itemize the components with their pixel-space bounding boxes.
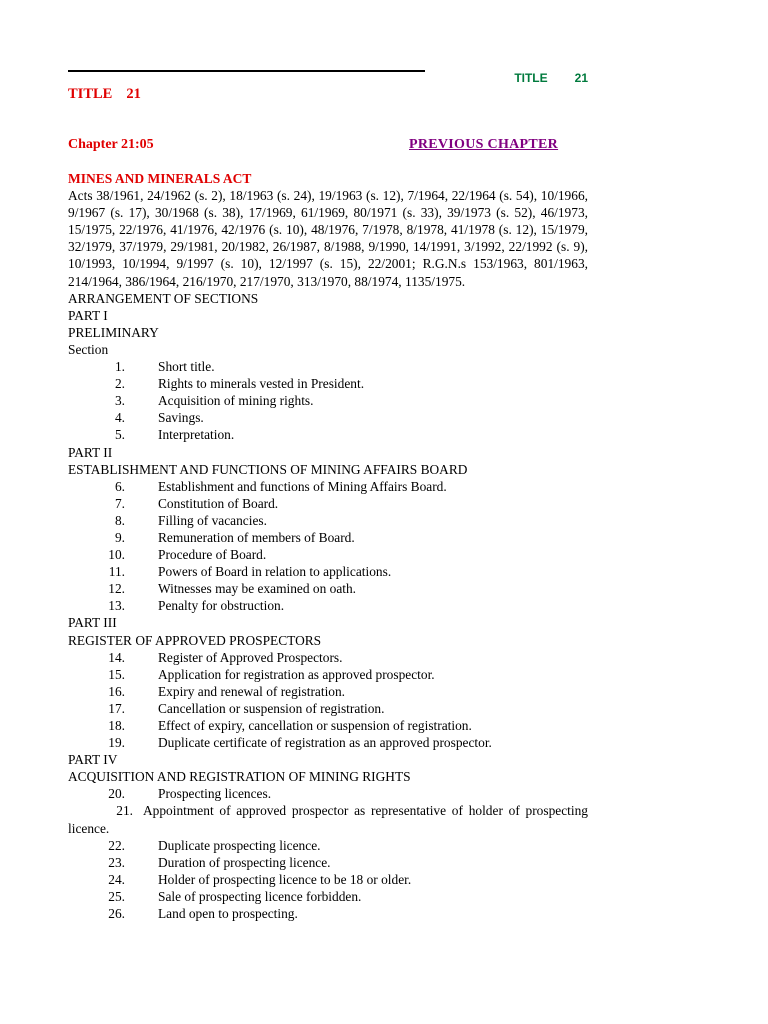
section-item [68, 854, 588, 871]
section-title: Interpretation. [158, 427, 235, 443]
section-title: Duplicate certificate of registration as an approved prospector. [158, 735, 492, 751]
section-item [68, 375, 588, 392]
section-title: Procedure of Board. [158, 547, 267, 563]
section-number: 5. [114, 427, 125, 443]
section-number: 17. [108, 700, 125, 716]
section-number: 3. [114, 393, 125, 409]
section-number: 26. [108, 906, 125, 922]
section-item [68, 871, 588, 888]
section-number: 21. [116, 803, 133, 819]
section-title: Holder of prospecting licence to be 18 or older. [158, 871, 412, 887]
section-number: 15. [108, 666, 125, 682]
part-label: PART IV [68, 752, 118, 768]
section-item [68, 409, 588, 426]
part-label: PART II [68, 444, 113, 460]
part-heading: ACQUISITION AND REGISTRATION OF MINING RIGHTS [68, 769, 411, 785]
parts-list [68, 307, 588, 922]
section-title: Register of Approved Prospectors. [158, 649, 343, 665]
section-title: Duration of prospecting licence. [158, 854, 331, 870]
section-title: Duplicate prospecting licence. [158, 837, 321, 853]
section-item [68, 666, 588, 683]
section-item [68, 563, 588, 580]
section-item [68, 495, 588, 512]
section-number: 19. [108, 735, 125, 751]
section-item [68, 700, 588, 717]
section-number: 6. [114, 478, 125, 494]
section-number: 9. [114, 529, 125, 545]
section-item [68, 785, 588, 802]
part-heading: REGISTER OF APPROVED PROSPECTORS [68, 632, 322, 648]
section-number: 24. [108, 871, 125, 887]
section-title: Rights to minerals vested in President. [158, 376, 365, 392]
section-number: 11. [108, 564, 125, 580]
act-name: MINES AND MINERALS ACT [68, 171, 252, 186]
section-item [68, 649, 588, 666]
section-number: 16. [108, 683, 125, 699]
section-title: Land open to prospecting. [158, 906, 298, 922]
section-item [68, 546, 588, 563]
section-title: Expiry and renewal of registration. [158, 683, 346, 699]
section-number: 13. [108, 598, 125, 614]
section-item [68, 580, 588, 597]
section-title: Filling of vacancies. [158, 512, 267, 528]
section-title: Remuneration of members of Board. [158, 529, 355, 545]
section-title: Establishment and functions of Mining Affairs Board. [158, 478, 447, 494]
title-label: TITLE [514, 71, 548, 85]
section-number: 1. [114, 359, 125, 375]
title-header-right [514, 71, 588, 85]
section-title: Cancellation or suspension of registration. [158, 700, 385, 716]
section-title: Appointment of approved prospector as representative of holder of prospecting licence. [68, 803, 588, 836]
part-heading: PRELIMINARY [68, 324, 159, 340]
section-title: Application for registration as approved prospector. [158, 666, 435, 682]
section-item [68, 478, 588, 495]
section-label: Section [68, 341, 109, 357]
section-number: 10. [108, 547, 125, 563]
section-number: 22. [108, 837, 125, 853]
section-title: Constitution of Board. [158, 495, 279, 511]
title-header-left [68, 86, 141, 103]
section-number: 7. [114, 495, 125, 511]
section-title: Powers of Board in relation to applications. [158, 564, 392, 580]
part-label: PART I [68, 307, 108, 323]
section-number: 25. [108, 888, 125, 904]
section-item [68, 358, 588, 375]
section-number: 14. [108, 649, 125, 665]
previous-chapter-link[interactable]: PREVIOUS CHAPTER [409, 137, 559, 152]
section-number: 20. [108, 786, 125, 802]
section-item [68, 529, 588, 546]
section-title: Prospecting licences. [158, 786, 272, 802]
section-item [68, 426, 588, 443]
section-title: Savings. [158, 410, 204, 426]
chapter-label: Chapter 21:05 [68, 137, 154, 152]
title-label: TITLE [68, 86, 113, 102]
header-rule [68, 70, 425, 72]
part-heading: ESTABLISHMENT AND FUNCTIONS OF MINING AFFAIRS BOARD [68, 461, 468, 477]
document-body [68, 170, 588, 922]
section-item [68, 392, 588, 409]
section-title: Sale of prospecting licence forbidden. [158, 888, 362, 904]
section-number: 4. [114, 410, 125, 426]
section-number: 12. [108, 581, 125, 597]
title-number: 21 [126, 86, 141, 102]
part-label: PART III [68, 615, 117, 631]
arrangement-heading: ARRANGEMENT OF SECTIONS [68, 290, 259, 306]
section-title: Witnesses may be examined on oath. [158, 581, 357, 597]
section-number: 2. [114, 376, 125, 392]
section-title: Penalty for obstruction. [158, 598, 285, 614]
section-item [68, 905, 588, 922]
section-item [68, 888, 588, 905]
section-number: 8. [114, 512, 125, 528]
section-item [68, 717, 588, 734]
section-item [68, 734, 588, 751]
title-number: 21 [574, 71, 588, 85]
section-item [68, 597, 588, 614]
amending-acts: Acts 38/1961, 24/1962 (s. 2), 18/1963 (s. 24), 19/1963 (s. 12), 7/1964, 22/1964 (s. 54), 10/1966, 9/1967 (s. 17), 30/1968 (s. 38), 17/1969, 61/1969, 80/1971 (s. 33), 39/1973 (s. 52), 46/1973, 15/1975, 22/1976, 41/1976, 42/1976 (s. 10), 48/1976, 7/1978, 8/1978, 41/1978 (s. 12), 15/1979, 32/1979, 37/1979, 29/1981, 20/1982, 26/1987, 8/1988, 9/1990, 14/1991, 3/1992, 22/1992 (s. 9), 10/1993, 10/1994, 9/1997 (s. 10), 12/1997 (s. 15), 22/2001; R.G.N.s 153/1963, 801/1963, 214/1964, 386/1964, 216/1970, 217/1970, 313/1970, 88/1974, 1135/1975. [68, 188, 588, 289]
section-number: 18. [108, 718, 125, 733]
section-title: Effect of expiry, cancellation or suspension of registration. [158, 718, 472, 733]
section-item [68, 512, 588, 529]
section-title: Acquisition of mining rights. [158, 393, 314, 409]
section-item [68, 683, 588, 700]
section-number: 23. [108, 854, 125, 870]
section-item [68, 837, 588, 854]
section-item [68, 802, 588, 836]
section-title: Short title. [158, 359, 215, 375]
